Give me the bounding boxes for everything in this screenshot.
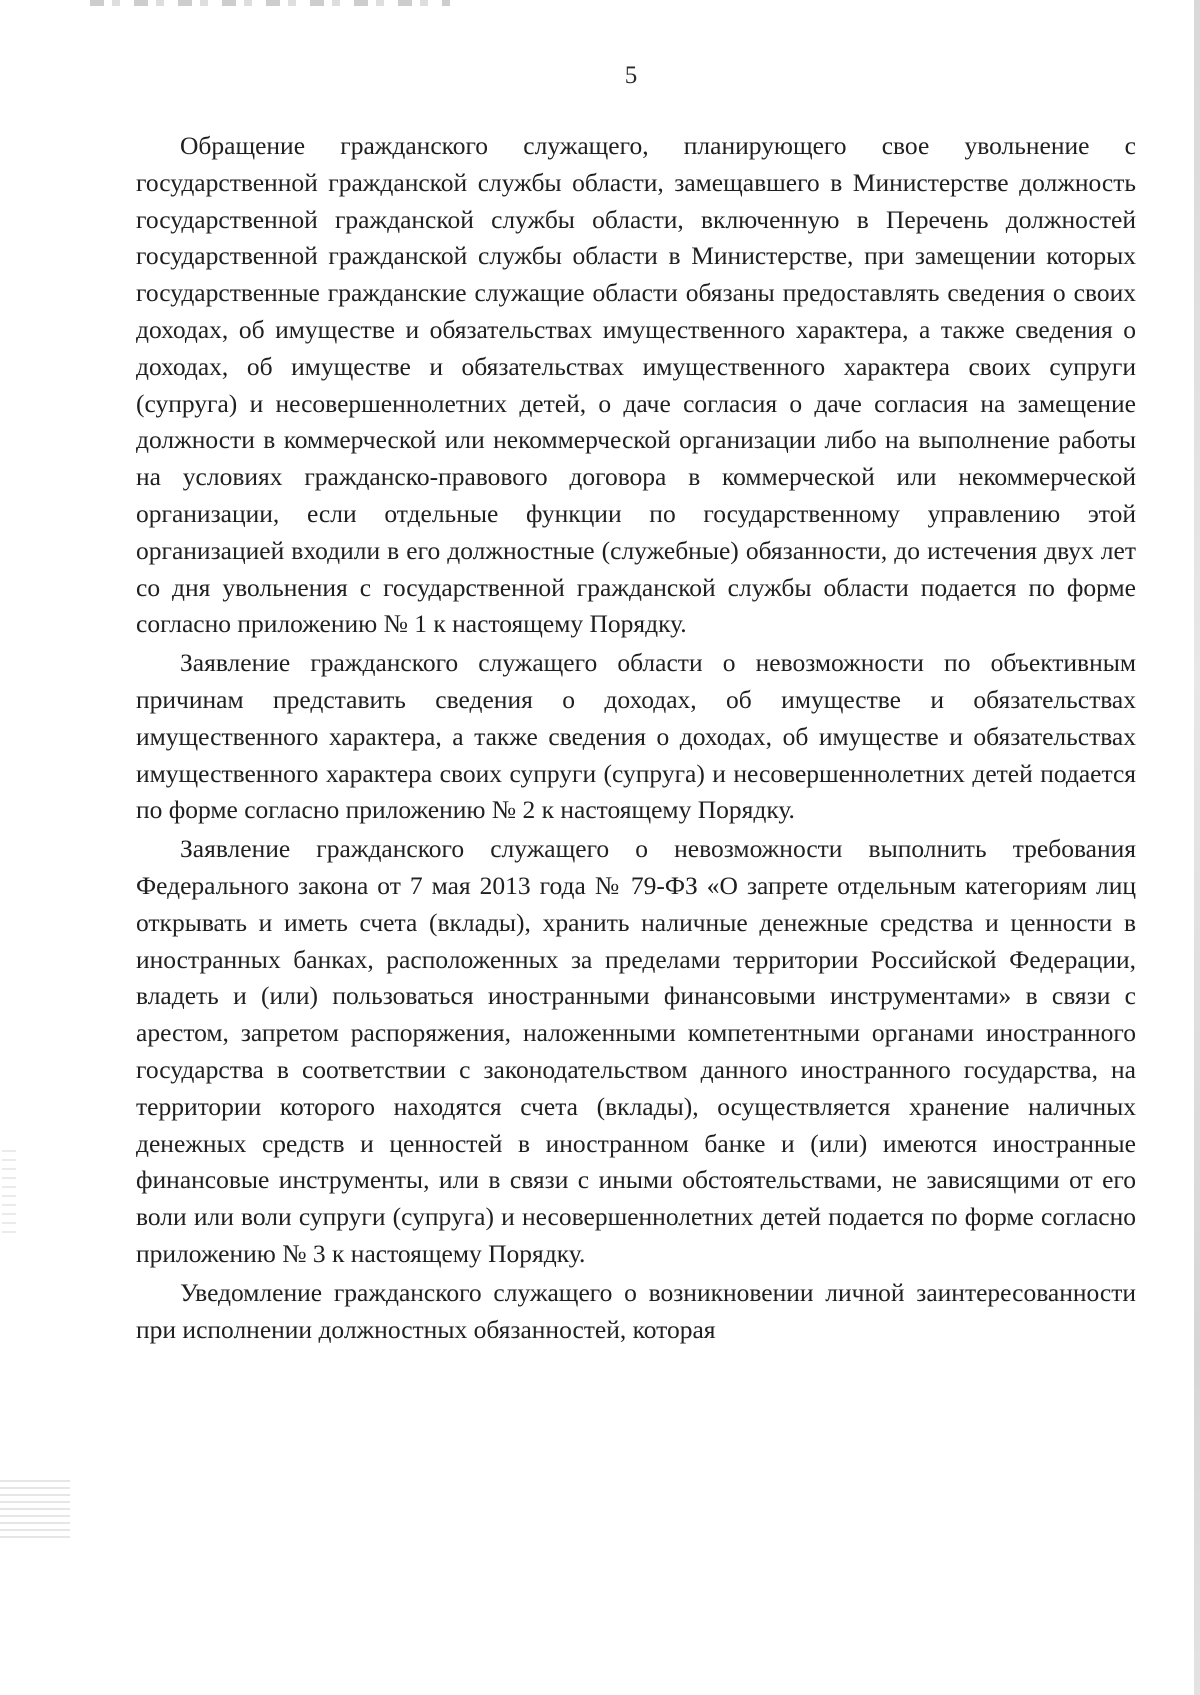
scan-artifact-left-bottom xyxy=(0,1480,70,1540)
scan-artifact-right-edge xyxy=(1194,0,1200,1695)
paragraph-appeal-dismissal: Обращение гражданского служащего, планирующего свое увольнение с государственной гражданской службы области, замещавшего в Министерстве должность государственной гражданской службы области, включенную в Перечень должностей государственной гражданской службы области в Министерстве, при замещении которых государственные гражданские служащие области обязаны предоставлять сведения о своих доходах, об имуществе и обязательствах имущественного характера, а также сведения о доходах, об имуществе и обязательствах имущественного характера своих супруги (супруга) и несовершеннолетних детей, о даче согласия о даче согласия на замещение должности в коммерческой или некоммерческой организации либо на выполнение работы на условиях гражданско-правового договора в коммерческой или некоммерческой организации, если отдельные функции по государственному управлению этой организацией входили в его должностные (служебные) обязанности, до истечения двух лет со дня увольнения с государственной гражданской службы области подается по форме согласно приложению № 1 к настоящему Порядку. xyxy=(136,131,1136,639)
page-number: 5 xyxy=(624,62,638,89)
scan-artifact-top xyxy=(90,0,450,6)
paragraph-statement-income-info: Заявление гражданского служащего области о невозможности по объективным причинам представить сведения о доходах, об имуществе и обязательствах имущественного характера, а также сведения о доходах, об имуществе и обязательствах имущественного характера своих супруги (супруга) и несовершеннолетних детей подается по форме согласно приложению № 2 к настоящему Порядку. xyxy=(136,648,1136,825)
paragraph-statement-federal-law: Заявление гражданского служащего о невозможности выполнить требования Федерального закона от 7 мая 2013 года № 79-ФЗ «О запрете отдельным категориям лиц открывать и иметь счета (вклады), хранить наличные денежные средства и ценности в иностранных банках, расположенных за пределами территории Российской Федерации, владеть и (или) пользоваться иностранными финансовыми инструментами» в связи с арестом, запретом распоряжения, наложенными компетентными органами иностранного государства в соответствии с законодательством данного иностранного государства, на территории которого находятся счета (вклады), осуществляется хранение наличных денежных средств и ценностей в иностранном банке и (или) имеются иностранные финансовые инструменты, или в связи с иными обстоятельствами, не зависящими от его воли или воли супруги (супруга) и несовершеннолетних детей подается по форме согласно приложению № 3 к настоящему Порядку. xyxy=(136,834,1136,1268)
scan-artifact-left-middle xyxy=(2,1150,16,1240)
document-body xyxy=(136,128,1136,1348)
paragraph-notice-personal-interest: Уведомление гражданского служащего о возникновении личной заинтересованности при исполнении должностных обязанностей, которая xyxy=(136,1277,1136,1344)
